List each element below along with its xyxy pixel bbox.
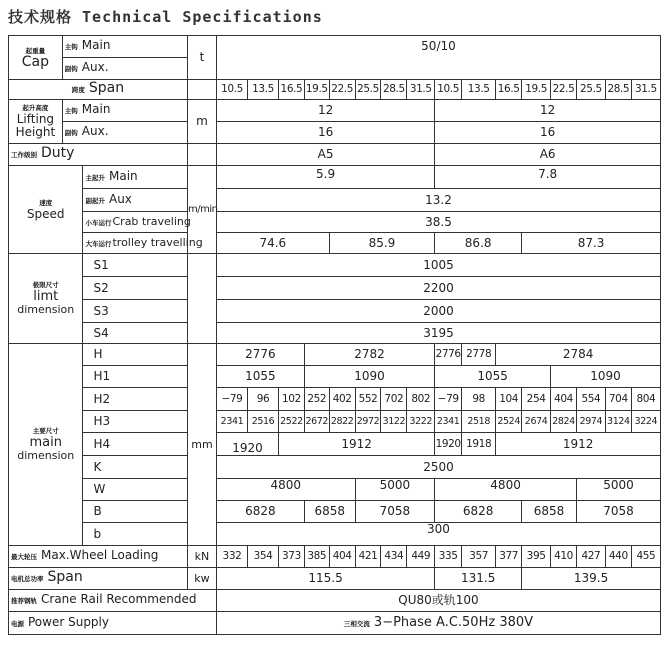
dim-cell: 1918 xyxy=(462,433,496,456)
limit-row xyxy=(9,323,661,344)
supply-row xyxy=(9,612,661,635)
speed-crab-label: 小车运行Crab traveling xyxy=(83,212,188,233)
wheel-unit: kN xyxy=(187,546,216,568)
dim-row-H3 xyxy=(9,411,661,433)
dim-cell: 2341 xyxy=(216,411,247,433)
wheel-cell: 427 xyxy=(576,546,605,568)
limit-value: 2200 xyxy=(216,277,660,300)
span-unit xyxy=(187,80,216,100)
dim-cell: 802 xyxy=(407,388,435,411)
page-title: 技术规格 Technical Specifications xyxy=(8,8,323,26)
duty-a6: A6 xyxy=(435,144,661,166)
span-label: 跨度 Span xyxy=(9,80,188,100)
dim-cell: 1912 xyxy=(279,433,435,456)
cap-label: 起重量 Cap xyxy=(9,36,63,80)
dim-cell: 2972 xyxy=(355,411,381,433)
dim-cell: 6858 xyxy=(304,501,355,523)
dim-cell: 2974 xyxy=(576,411,605,433)
dim-key: B xyxy=(83,501,188,523)
dim-key: H3 xyxy=(83,411,188,433)
dim-cell: 6828 xyxy=(435,501,522,523)
spec-table xyxy=(8,35,661,635)
dim-cell: 6828 xyxy=(216,501,304,523)
speed-trolley-value: 86.8 xyxy=(435,233,522,254)
cap-unit: t xyxy=(187,36,216,80)
speed-aux-value: 13.2 xyxy=(216,189,660,212)
span-cell: 13.5 xyxy=(247,80,278,100)
dim-cell: 2516 xyxy=(247,411,278,433)
supply-label: 电源 Power Supply xyxy=(9,612,217,635)
dim-cell: 4800 xyxy=(435,479,577,501)
dim-key: W xyxy=(83,479,188,501)
dim-cell: 1920 xyxy=(435,433,462,456)
power-unit: kw xyxy=(187,568,216,590)
power-row xyxy=(9,568,661,590)
limit-label: 极限尺寸 limt dimension xyxy=(9,254,83,344)
lifting-main-label: 主钩 Main xyxy=(62,100,187,122)
rail-value: QU80或轨100 xyxy=(216,590,660,612)
wheel-cell: 395 xyxy=(522,546,551,568)
main-dim-unit: mm xyxy=(187,344,216,546)
span-cell: 22.5 xyxy=(551,80,577,100)
limit-key: S2 xyxy=(83,277,188,300)
dim-key: H2 xyxy=(83,388,188,411)
dim-row-b xyxy=(9,523,661,546)
dim-row-W xyxy=(9,479,661,501)
speed-main-label: 主起升 Main xyxy=(83,166,188,189)
dim-cell: 5000 xyxy=(576,479,660,501)
speed-main-a6: 7.8 xyxy=(435,166,661,189)
speed-row-crab xyxy=(9,212,661,233)
dim-cell: 402 xyxy=(329,388,355,411)
wheel-row xyxy=(9,546,661,568)
dim-cell: 102 xyxy=(279,388,305,411)
dim-key: K xyxy=(83,456,188,479)
main-dim-label: 主要尺寸 main dimension xyxy=(9,344,83,546)
speed-trolley-value: 74.6 xyxy=(216,233,329,254)
dim-cell: 1920 xyxy=(216,433,278,456)
dim-row-H2 xyxy=(9,388,661,411)
limit-key: S4 xyxy=(83,323,188,344)
dim-key: H4 xyxy=(83,433,188,456)
rail-label: 推荐钢轨 Crane Rail Recommended xyxy=(9,590,217,612)
dim-cell: 2824 xyxy=(551,411,577,433)
dim-cell: 2784 xyxy=(496,344,661,366)
speed-row-main xyxy=(9,166,661,189)
dim-cell: 2522 xyxy=(279,411,305,433)
limit-row xyxy=(9,300,661,323)
dim-row-B xyxy=(9,501,661,523)
duty-unit xyxy=(187,144,216,166)
dim-cell: 3124 xyxy=(605,411,631,433)
dim-cell: 1912 xyxy=(496,433,661,456)
cap-row-main xyxy=(9,36,661,58)
speed-aux-label: 副起升 Aux xyxy=(83,189,188,212)
dim-cell: 3222 xyxy=(407,411,435,433)
wheel-cell: 440 xyxy=(605,546,631,568)
limit-row xyxy=(9,277,661,300)
span-cell: 22.5 xyxy=(329,80,355,100)
dim-cell: 804 xyxy=(631,388,660,411)
lifting-main-a5: 12 xyxy=(216,100,434,122)
dim-cell: 1055 xyxy=(435,366,551,388)
wheel-cell: 332 xyxy=(216,546,247,568)
span-cell: 13.5 xyxy=(462,80,496,100)
span-cell: 25.5 xyxy=(355,80,381,100)
dim-key: H xyxy=(83,344,188,366)
speed-crab-value: 38.5 xyxy=(216,212,660,233)
span-cell: 10.5 xyxy=(435,80,462,100)
dim-cell: 104 xyxy=(496,388,522,411)
lifting-aux-a6: 16 xyxy=(435,122,661,144)
dim-row-K xyxy=(9,456,661,479)
duty-a5: A5 xyxy=(216,144,434,166)
wheel-cell: 455 xyxy=(631,546,660,568)
dim-cell: 7058 xyxy=(576,501,660,523)
wheel-cell: 373 xyxy=(279,546,305,568)
rail-row xyxy=(9,590,661,612)
dim-cell: 6858 xyxy=(522,501,577,523)
power-label: 电机总功率 Span xyxy=(9,568,188,590)
wheel-label: 最大轮压 Max.Wheel Loading xyxy=(9,546,188,568)
wheel-cell: 357 xyxy=(462,546,496,568)
speed-row-trolley xyxy=(9,233,661,254)
limit-value: 2000 xyxy=(216,300,660,323)
wheel-cell: 385 xyxy=(304,546,329,568)
speed-trolley-label: 大车运行trolley travelling xyxy=(83,233,188,254)
dim-cell: 1090 xyxy=(551,366,661,388)
power-value: 131.5 xyxy=(435,568,522,590)
speed-trolley-value: 85.9 xyxy=(329,233,435,254)
dim-cell: 254 xyxy=(522,388,551,411)
dim-cell: 1090 xyxy=(304,366,434,388)
dim-cell: 2782 xyxy=(304,344,434,366)
dim-cell: 554 xyxy=(576,388,605,411)
dim-cell: 2341 xyxy=(435,411,462,433)
power-value: 139.5 xyxy=(522,568,661,590)
cap-aux-label: 副钩 Aux. xyxy=(62,58,187,80)
lifting-main-a6: 12 xyxy=(435,100,661,122)
span-cell: 31.5 xyxy=(631,80,660,100)
dim-row-H xyxy=(9,344,661,366)
wheel-cell: 434 xyxy=(381,546,407,568)
speed-label: 速度 Speed xyxy=(9,166,83,254)
dim-cell: 98 xyxy=(462,388,496,411)
dim-cell: 3122 xyxy=(381,411,407,433)
dim-cell: 4800 xyxy=(216,479,355,501)
wheel-cell: 335 xyxy=(435,546,462,568)
span-row xyxy=(9,80,661,100)
wheel-cell: 354 xyxy=(247,546,278,568)
dim-cell: 1055 xyxy=(216,366,304,388)
span-cell: 16.5 xyxy=(279,80,305,100)
wheel-cell: 449 xyxy=(407,546,435,568)
dim-cell: 7058 xyxy=(355,501,435,523)
dim-cell: 704 xyxy=(605,388,631,411)
span-cell: 16.5 xyxy=(496,80,522,100)
span-cell: 19.5 xyxy=(304,80,329,100)
dim-cell: 552 xyxy=(355,388,381,411)
power-value: 115.5 xyxy=(216,568,434,590)
speed-unit: m/min xyxy=(187,166,216,254)
dim-cell: 2776 xyxy=(216,344,304,366)
lifting-aux-a5: 16 xyxy=(216,122,434,144)
cap-main-label: 主钩 Main xyxy=(62,36,187,58)
dim-cell: −79 xyxy=(216,388,247,411)
lifting-row-aux xyxy=(9,122,661,144)
limit-unit xyxy=(187,254,216,344)
wheel-cell: 421 xyxy=(355,546,381,568)
dim-cell: −79 xyxy=(435,388,462,411)
dim-cell: 2672 xyxy=(304,411,329,433)
wheel-cell: 404 xyxy=(329,546,355,568)
dim-cell: 2518 xyxy=(462,411,496,433)
dim-cell: 702 xyxy=(381,388,407,411)
dim-cell: 404 xyxy=(551,388,577,411)
dim-row-H4 xyxy=(9,433,661,456)
span-cell: 28.5 xyxy=(381,80,407,100)
lifting-unit: m xyxy=(187,100,216,144)
cap-value: 50/10 xyxy=(216,36,660,80)
supply-value: 三相交流 3−Phase A.C.50Hz 380V xyxy=(216,612,660,635)
wheel-cell: 377 xyxy=(496,546,522,568)
dim-cell: 300 xyxy=(216,523,660,546)
limit-row xyxy=(9,254,661,277)
dim-cell: 252 xyxy=(304,388,329,411)
dim-row-H1 xyxy=(9,366,661,388)
limit-key: S3 xyxy=(83,300,188,323)
limit-value: 3195 xyxy=(216,323,660,344)
dim-cell: 2674 xyxy=(522,411,551,433)
dim-key: H1 xyxy=(83,366,188,388)
lifting-label: 起升高度 Lifting Height xyxy=(9,100,63,144)
dim-key: b xyxy=(83,523,188,546)
speed-trolley-value: 87.3 xyxy=(522,233,661,254)
speed-row-aux xyxy=(9,189,661,212)
limit-key: S1 xyxy=(83,254,188,277)
span-cell: 31.5 xyxy=(407,80,435,100)
wheel-cell: 410 xyxy=(551,546,577,568)
lifting-row-main xyxy=(9,100,661,122)
duty-label: 工作级别 Duty xyxy=(9,144,188,166)
span-cell: 25.5 xyxy=(576,80,605,100)
dim-cell: 2778 xyxy=(462,344,496,366)
dim-cell: 2776 xyxy=(435,344,462,366)
span-cell: 10.5 xyxy=(216,80,247,100)
lifting-aux-label: 副钩 Aux. xyxy=(62,122,187,144)
span-cell: 19.5 xyxy=(522,80,551,100)
dim-cell: 2822 xyxy=(329,411,355,433)
limit-value: 1005 xyxy=(216,254,660,277)
dim-cell: 2524 xyxy=(496,411,522,433)
speed-main-a5: 5.9 xyxy=(216,166,434,189)
dim-cell: 96 xyxy=(247,388,278,411)
duty-row xyxy=(9,144,661,166)
dim-cell: 3224 xyxy=(631,411,660,433)
dim-cell: 5000 xyxy=(355,479,435,501)
dim-cell: 2500 xyxy=(216,456,660,479)
span-cell: 28.5 xyxy=(605,80,631,100)
